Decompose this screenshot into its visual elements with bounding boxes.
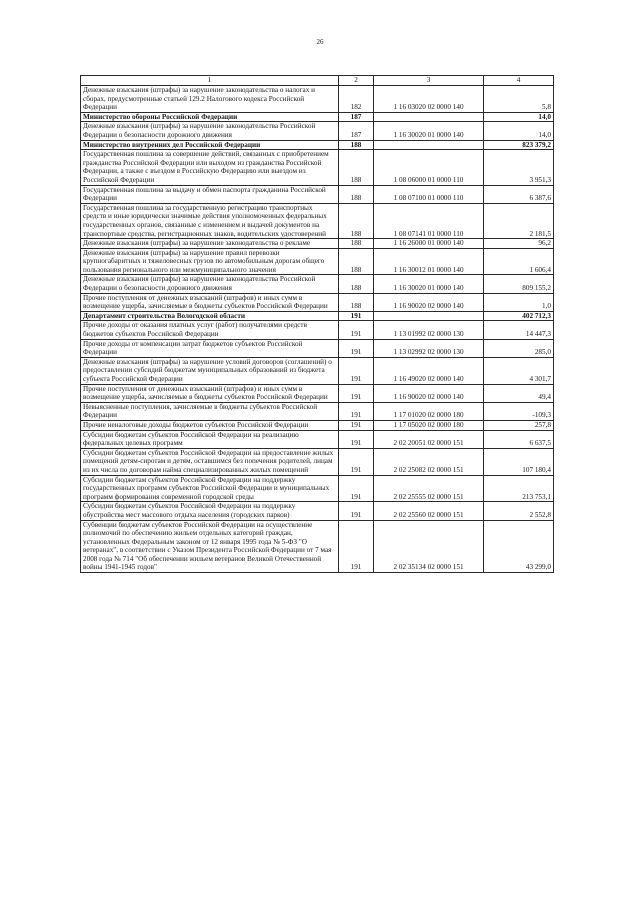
row-name-cell: Прочие неналоговые доходы бюджетов субъектов Российской Федерации: [81, 420, 339, 430]
row-name-cell: Невыясненные поступления, зачисляемые в бюджеты субъектов Российской Федерации: [81, 402, 339, 420]
row-budget-code-cell: [374, 112, 484, 122]
row-admin-code-cell: 191: [339, 357, 374, 384]
row-name-cell: Прочие поступления от денежных взысканий (штрафов) и иных сумм в возмещение ущерба, зачисляемые в бюджеты субъектов Российской Федерации: [81, 293, 339, 311]
table-row: [81, 140, 554, 150]
row-amount-cell: 823 379,2: [484, 140, 554, 150]
row-name-cell: Субсидии бюджетам субъектов Российской Федерации на реализацию федеральных целевых программ: [81, 430, 339, 448]
row-amount-cell: 96,2: [484, 239, 554, 249]
table-row: [81, 86, 554, 113]
row-admin-code-cell: 188: [339, 185, 374, 203]
table-body: [81, 86, 554, 573]
row-budget-code-cell: 1 17 05020 02 0000 180: [374, 420, 484, 430]
row-budget-code-cell: 1 13 02992 02 0000 130: [374, 339, 484, 357]
row-budget-code-cell: 1 13 01992 02 0000 130: [374, 321, 484, 339]
row-name-cell: Государственная пошлина за выдачу и обмен паспорта гражданина Российской Федерации: [81, 185, 339, 203]
row-budget-code-cell: 2 02 20051 02 0000 151: [374, 430, 484, 448]
row-name-cell: Денежные взыскания (штрафы) за нарушение законодательства о рекламе: [81, 239, 339, 249]
row-name-cell: Департамент строительства Вологодской области: [81, 311, 339, 321]
table-row: [81, 430, 554, 448]
row-admin-code-cell: 191: [339, 448, 374, 475]
row-admin-code-cell: 182: [339, 86, 374, 113]
row-name-cell: Прочие поступления от денежных взысканий (штрафов) и иных сумм в возмещение ущерба, зачисляемые в бюджеты субъектов Российской Федерации: [81, 384, 339, 402]
table-row: [81, 239, 554, 249]
revenue-table: [80, 75, 554, 573]
row-amount-cell: 2 181,5: [484, 203, 554, 238]
table-row: [81, 275, 554, 293]
row-budget-code-cell: 1 16 49020 02 0000 140: [374, 357, 484, 384]
table-row: [81, 339, 554, 357]
row-admin-code-cell: 188: [339, 248, 374, 275]
table-row: [81, 448, 554, 475]
row-name-cell: Прочие доходы от компенсации затрат бюджетов субъектов Российской Федерации: [81, 339, 339, 357]
row-budget-code-cell: 2 02 25555 02 0000 151: [374, 475, 484, 502]
row-amount-cell: 2 552,8: [484, 502, 554, 520]
row-amount-cell: 6 387,6: [484, 185, 554, 203]
row-admin-code-cell: 191: [339, 311, 374, 321]
column-header: 4: [484, 76, 554, 86]
row-admin-code-cell: 191: [339, 384, 374, 402]
row-amount-cell: 14 447,3: [484, 321, 554, 339]
row-budget-code-cell: [374, 140, 484, 150]
table-row: [81, 203, 554, 238]
row-amount-cell: 14,0: [484, 122, 554, 140]
row-amount-cell: 107 180,4: [484, 448, 554, 475]
row-admin-code-cell: 191: [339, 502, 374, 520]
row-admin-code-cell: 188: [339, 239, 374, 249]
row-name-cell: Субсидии бюджетам субъектов Российской Федерации на предоставление жилых помещений детям-сиротам и детям, оставшимся без попечения родителей, лицам из их числа по договорам найма специализированных жилых помещений: [81, 448, 339, 475]
row-admin-code-cell: 187: [339, 112, 374, 122]
row-budget-code-cell: 1 17 01020 02 0000 180: [374, 402, 484, 420]
row-budget-code-cell: 2 02 25560 02 0000 151: [374, 502, 484, 520]
row-name-cell: Денежные взыскания (штрафы) за нарушение условий договоров (соглашений) о предоставлении субсидий бюджетам муниципальных образований из бюджета субъекта Российской Федерации: [81, 357, 339, 384]
table-row: [81, 420, 554, 430]
row-admin-code-cell: 191: [339, 339, 374, 357]
row-name-cell: Государственная пошлина за совершение действий, связанных с приобретением гражданства Российской Федерации или выходом из гражданства Российской Федерации, а также с въездом в Российскую Федерацию или выездом из Российской Федерации: [81, 150, 339, 185]
row-budget-code-cell: 1 08 07100 01 0000 110: [374, 185, 484, 203]
row-amount-cell: 213 753,1: [484, 475, 554, 502]
row-amount-cell: 43 299,0: [484, 520, 554, 573]
row-budget-code-cell: 1 16 30020 01 0000 140: [374, 122, 484, 140]
row-name-cell: Субвенции бюджетам субъектов Российской Федерации на осуществление полномочий по обеспечению жильем отдельных категорий граждан, установленных Федеральным законом от 12 января 1995 года № 5-ФЗ "О ветеранах", в соответствии с Указом Президента Российской Федерации от 7 мая 2008 года № 714 "Об обеспечении жильем ветеранов Великой Отечественной войны 1941-1945 годов": [81, 520, 339, 573]
row-budget-code-cell: 1 16 90020 02 0000 140: [374, 384, 484, 402]
table-row: [81, 293, 554, 311]
row-amount-cell: 6 637,5: [484, 430, 554, 448]
row-name-cell: Государственная пошлина за государственную регистрацию транспортных средств и иные юридически значимые действия уполномоченных федеральных государственных органов, связанные с изменением и выдачей документов на транспортные средства, регистрационных знаков, водительских удостоверений: [81, 203, 339, 238]
table-row: [81, 321, 554, 339]
row-amount-cell: 4 301,7: [484, 357, 554, 384]
row-budget-code-cell: [374, 311, 484, 321]
row-name-cell: Денежные взыскания (штрафы) за нарушение законодательства о налогах и сборах, предусмотренные статьей 129.2 Налогового кодекса Российской Федерации: [81, 86, 339, 113]
row-budget-code-cell: 1 16 03020 02 0000 140: [374, 86, 484, 113]
table-row: [81, 150, 554, 185]
row-admin-code-cell: 188: [339, 140, 374, 150]
row-budget-code-cell: 2 02 35134 02 0000 151: [374, 520, 484, 573]
table-row: [81, 185, 554, 203]
table-row: [81, 357, 554, 384]
row-amount-cell: 49,4: [484, 384, 554, 402]
row-budget-code-cell: 1 16 90020 02 0000 140: [374, 293, 484, 311]
row-admin-code-cell: 188: [339, 293, 374, 311]
row-admin-code-cell: 191: [339, 321, 374, 339]
row-admin-code-cell: 188: [339, 275, 374, 293]
row-name-cell: Денежные взыскания (штрафы) за нарушение законодательства Российской Федерации о безопасности дорожного движения: [81, 275, 339, 293]
row-name-cell: Министерство обороны Российской Федерации: [81, 112, 339, 122]
row-amount-cell: 5,8: [484, 86, 554, 113]
row-budget-code-cell: 2 02 25082 02 0000 151: [374, 448, 484, 475]
column-header: 2: [339, 76, 374, 86]
row-admin-code-cell: 191: [339, 430, 374, 448]
table-row: [81, 384, 554, 402]
row-budget-code-cell: 1 16 30012 01 0000 140: [374, 248, 484, 275]
row-budget-code-cell: 1 16 30020 01 0000 140: [374, 275, 484, 293]
row-admin-code-cell: 191: [339, 475, 374, 502]
row-amount-cell: -109,3: [484, 402, 554, 420]
row-amount-cell: 14,0: [484, 112, 554, 122]
table-row: [81, 311, 554, 321]
row-amount-cell: 257,8: [484, 420, 554, 430]
table-row: [81, 112, 554, 122]
table-row: [81, 502, 554, 520]
table-row: [81, 475, 554, 502]
row-name-cell: Министерство внутренних дел Российской Федерации: [81, 140, 339, 150]
row-budget-code-cell: 1 08 07141 01 0000 110: [374, 203, 484, 238]
row-budget-code-cell: 1 08 06000 01 0000 110: [374, 150, 484, 185]
row-amount-cell: 402 712,3: [484, 311, 554, 321]
table-row: [81, 520, 554, 573]
column-header: 1: [81, 76, 339, 86]
table-header-row: [81, 76, 554, 86]
row-admin-code-cell: 191: [339, 520, 374, 573]
table-row: [81, 248, 554, 275]
row-name-cell: Денежные взыскания (штрафы) за нарушение правил перевозки крупногабаритных и тяжеловесных грузов по автомобильным дорогам общего пользования регионального или межмуниципального значения: [81, 248, 339, 275]
row-amount-cell: 285,0: [484, 339, 554, 357]
table-row: [81, 122, 554, 140]
row-amount-cell: 809 155,2: [484, 275, 554, 293]
page-number: 26: [316, 38, 324, 46]
column-header: 3: [374, 76, 484, 86]
row-admin-code-cell: 191: [339, 420, 374, 430]
row-amount-cell: 1,0: [484, 293, 554, 311]
row-budget-code-cell: 1 16 26000 01 0000 140: [374, 239, 484, 249]
row-admin-code-cell: 187: [339, 122, 374, 140]
row-amount-cell: 3 951,3: [484, 150, 554, 185]
row-name-cell: Субсидии бюджетам субъектов Российской Федерации на поддержку обустройства мест массового отдыха населения (городских парков): [81, 502, 339, 520]
row-name-cell: Денежные взыскания (штрафы) за нарушение законодательства Российской Федерации о безопасности дорожного движения: [81, 122, 339, 140]
row-admin-code-cell: 188: [339, 203, 374, 238]
row-name-cell: Прочие доходы от оказания платных услуг (работ) получателями средств бюджетов субъектов Российской Федерации: [81, 321, 339, 339]
row-amount-cell: 1 606,4: [484, 248, 554, 275]
row-name-cell: Субсидии бюджетам субъектов Российской Федерации на поддержку государственных программ субъектов Российской Федерации и муниципальных программ формирования современной городской среды: [81, 475, 339, 502]
row-admin-code-cell: 188: [339, 150, 374, 185]
row-admin-code-cell: 191: [339, 402, 374, 420]
table-row: [81, 402, 554, 420]
